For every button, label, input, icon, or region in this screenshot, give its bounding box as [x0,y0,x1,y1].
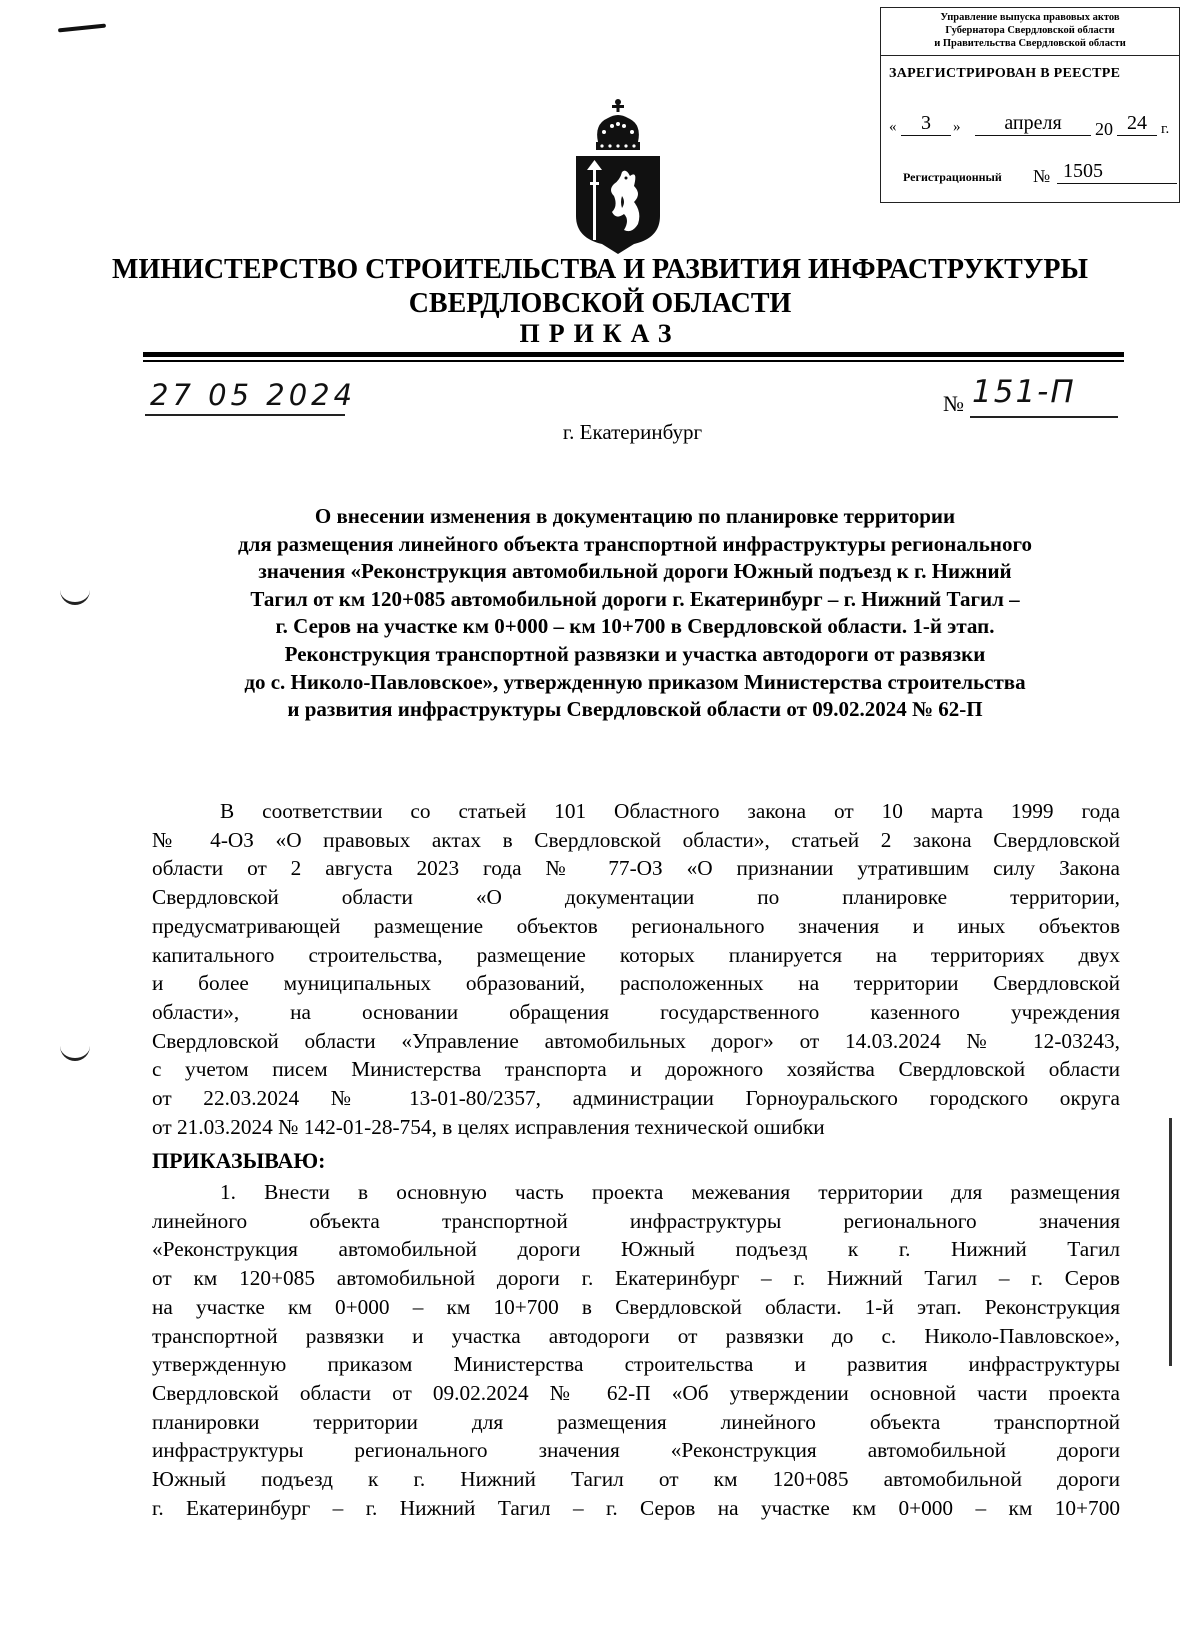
coat-of-arms-emblem [568,98,668,258]
body-line: 1. Внести в основную часть проекта межевания территории для размещения [220,1180,1120,1204]
body-line: предусматривающей размещение объектов регионального значения и иных объектов [152,913,1120,938]
ministry-region-line: СВЕРДЛОВСКОЙ ОБЛАСТИ [408,288,792,319]
order-number-handwritten: 151-П [972,374,1076,410]
body-line: от 21.03.2024 № 142-01-28-754, в целях исправления технической ошибки [152,1114,825,1139]
stamp-org-line: и Правительства Свердловской области [934,38,1126,49]
body-line: Свердловской области «О документации по планировке территории, [152,885,1120,910]
scan-mark-dash [58,24,106,33]
number-underline [970,416,1118,418]
order-title [140,503,1130,724]
city-name: г. Екатеринбург [562,420,703,444]
punch-hole-mark [60,590,90,605]
stamp-year-prefix: 20 [1095,119,1113,139]
stamp-year-abbr: г. [1161,121,1170,137]
header-rule [143,352,1124,357]
body-line: Свердловской области от 09.02.2024 № 62-П «Об утверждении основной части проекта [152,1380,1120,1405]
title-line: до с. Николо-Павловское», утвержденную приказом Министерства строительства [244,669,1026,694]
body-line: В соответствии со статьей 101 Областного закона от 10 марта 1999 года [220,799,1120,823]
stamp-number-row [903,160,1173,190]
title-line: г. Серов на участке км 0+000 – км 10+700 в Свердловской области. 1-й этап. [275,614,995,639]
title-line: значения «Реконструкция автомобильной дороги Южный подъезд к г. Нижний [258,559,1012,584]
body-line: на участке км 0+000 – км 10+700 в Свердловской области. 1-й этап. Реконструкция [152,1294,1120,1319]
registry-stamp [880,7,1180,203]
stamp-org-line: Губернатора Свердловской области [945,25,1115,36]
coat-of-arms-icon [568,98,668,258]
stamp-day: 3 [901,112,951,136]
title-line: Тагил от км 120+085 автомобильной дороги г. Екатеринбург – г. Нижний Тагил – [250,586,1020,611]
body-line: г. Екатеринбург – г. Нижний Тагил – г. Серов на участке км 0+000 – км 10+700 [152,1495,1120,1520]
header-rule-thin [143,360,1124,362]
scan-edge-line [1169,1118,1172,1366]
body-line: линейного объекта транспортной инфраструктуры регионального значения [152,1208,1120,1233]
order-number-label: № [943,391,964,416]
body-line: от 22.03.2024 № 13-01-80/2357, администрации Горноуральского городского округа [152,1086,1120,1111]
stamp-no-sign: № [1033,166,1051,186]
stamp-quote-open: « [889,119,897,135]
stamp-organization [881,8,1179,56]
document-type: ПРИКАЗ [519,319,681,348]
body-line: от км 120+085 автомобильной дороги г. Екатеринбург – г. Нижний Тагил – г. Серов [152,1266,1120,1291]
stamp-year: 24 [1117,112,1157,136]
order-item-1 [152,1178,1120,1522]
date-underline [145,414,345,416]
stamp-org-line: Управление выпуска правовых актов [940,12,1120,23]
punch-hole-mark [60,1046,90,1061]
stamp-date-row [889,112,1173,142]
body-line: № 4-ОЗ «О правовых актах в Свердловской области», статьей 2 закона Свердловской [152,827,1120,852]
body-line: капитального строительства, размещение которых планируется на территориях двух [152,942,1120,967]
body-line: Свердловской области «Управление автомобильных дорог» от 14.03.2024 № 12-03243, [152,1028,1120,1053]
body-line: области», на основании обращения государственного казенного учреждения [152,999,1120,1024]
body-line: и более муниципальных образований, расположенных на территории Свердловской [152,971,1120,996]
body-line: транспортной развязки и участка автодороги от развязки до с. Николо-Павловское», [152,1323,1120,1348]
stamp-reg-label: Регистрационный [903,170,1002,184]
order-directive-word: ПРИКАЗЫВАЮ: [152,1148,326,1173]
body-line: Южный подъезд к г. Нижний Тагил от км 120+085 автомобильной дороги [152,1467,1120,1492]
preamble-paragraph [152,797,1120,1141]
body-line: утвержденную приказом Министерства строительства и развития инфраструктуры [152,1352,1120,1377]
title-line: Реконструкция транспортной развязки и участка автодороги от развязки [284,641,986,666]
body-line: планировки территории для размещения линейного объекта транспортной [152,1409,1120,1434]
body-line: инфраструктуры регионального значения «Реконструкция автомобильной дороги [152,1438,1120,1463]
stamp-reg-number: 1505 [1057,160,1177,184]
title-line: для размещения линейного объекта транспортной инфраструктуры регионального [237,531,1033,556]
body-line: области от 2 августа 2023 года № 77-ОЗ «О признании утратившим силу Закона [152,856,1120,881]
body-line: с учетом писем Министерства транспорта и дорожного хозяйства Свердловской области [152,1057,1120,1082]
title-line: О внесении изменения в документацию по планировке территории [314,504,956,528]
title-line: и развития инфраструктуры Свердловской области от 09.02.2024 № 62-П [287,697,983,722]
order-date-handwritten: 27 05 2024 [150,378,357,412]
ministry-name-line: МИНИСТЕРСТВО СТРОИТЕЛЬСТВА И РАЗВИТИЯ ИНФРАСТРУКТУРЫ [112,254,1088,285]
body-line: «Реконструкция автомобильной дороги Южный подъезд к г. Нижний Тагил [152,1237,1120,1262]
stamp-quote-close: » [953,119,961,135]
stamp-registered-label: ЗАРЕГИСТРИРОВАН В РЕЕСТРЕ [889,66,1121,81]
stamp-month: апреля [975,112,1091,136]
